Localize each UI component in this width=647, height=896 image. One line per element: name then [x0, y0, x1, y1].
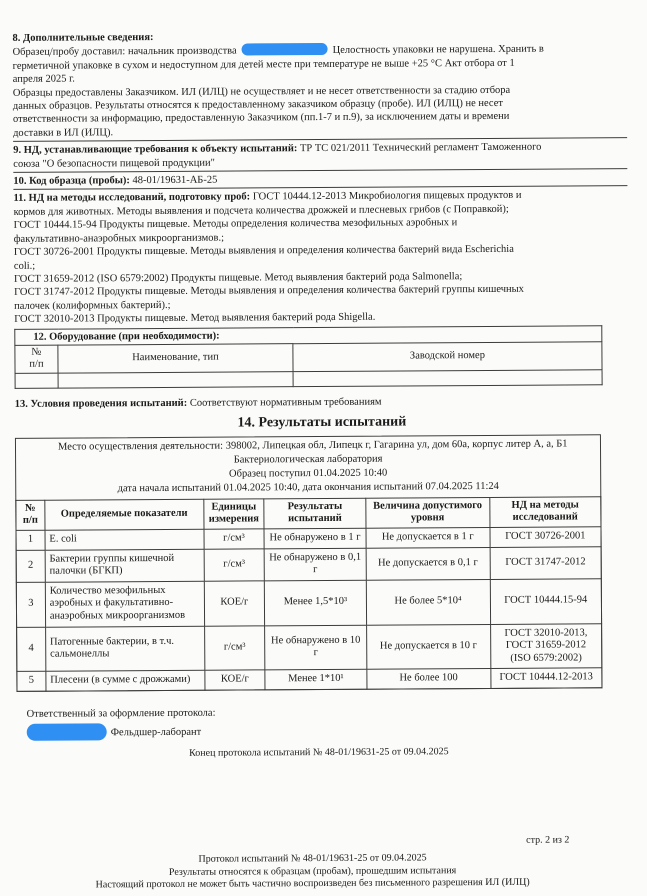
- text-line: Место осуществления деятельности: 398002, Липецкая обл, Липецк г, Гагарина ул, дом 60а, корпус литер А, а, Б1: [57, 438, 568, 453]
- text-line: Образцы предоставлены Заказчиком. ИЛ (ИЛЦ) не осуществляет и не несет ответственности за стадию отбора: [12, 84, 511, 99]
- packaging-integrity-text: Целостность упаковки не нарушена. Хранить в: [332, 44, 544, 57]
- text-line: ответственности за информацию, предоставленную Заказчиком (пп.1-7 и п.9), за исключением даты и времени: [12, 111, 510, 126]
- table-cell: г/см³: [204, 548, 265, 581]
- section-13-label: 13. Условия проведения испытаний:: [14, 397, 188, 410]
- col-number: № п/п: [16, 500, 45, 530]
- table-row: [17, 668, 602, 691]
- text-line: Настоящий протокол не может быть частично воспроизведен без письменного разрешения ИЛ (ИЛЦ): [95, 876, 530, 891]
- empty-cell: [15, 373, 58, 388]
- table-cell: 4: [17, 627, 46, 672]
- table-cell: ГОСТ 30726-2001: [490, 527, 602, 547]
- table-cell: 2: [16, 550, 45, 582]
- table-cell: г/см³: [204, 625, 265, 670]
- table-cell: 5: [17, 671, 46, 691]
- col-units: Единицы измерения: [203, 499, 264, 530]
- results-box: [15, 434, 603, 692]
- table-row: [16, 546, 601, 582]
- table-cell: Бактерии группы кишечной палочки (БГКП): [45, 549, 204, 582]
- text-line: Образец поступил 01.04.2025 10:40: [228, 467, 388, 480]
- table-cell: ГОСТ 10444.15-94: [490, 579, 602, 624]
- section-methods: [13, 189, 628, 327]
- page-footer: [2, 834, 647, 891]
- text-line: Результаты относятся к образцам (пробам), прошедшим испытания: [168, 864, 457, 878]
- table-cell: КОЕ/г: [205, 670, 266, 690]
- table-cell: Не более 100: [367, 669, 491, 689]
- table-cell: Количество мезофильных аэробных и факультативно-анаэробных микроорганизмов: [45, 581, 204, 627]
- results-table-header-row: [16, 497, 601, 531]
- text-line: дата начала испытаний 01.04.2025 10:40, дата окончания испытаний 07.04.2025 11:24: [117, 480, 499, 495]
- table-row: [17, 623, 602, 671]
- results-table: [15, 496, 602, 692]
- section-12-title: 12. Оборудование (при необходимости):: [15, 325, 602, 345]
- text-line: ГОСТ 32010-2013 Продукты пищевые. Метод выявления бактерий рода Shigella.: [14, 311, 376, 326]
- text-line: ГОСТ 10444.15-94 Продукты пищевые. Методы определения количества мезофильных аэробных и: [13, 217, 458, 232]
- table-cell: Не более 5*10⁴: [366, 579, 490, 625]
- redacted-name-block: [242, 43, 328, 56]
- table-cell: 3: [16, 582, 45, 627]
- table-cell: Не обнаружено в 10 г: [265, 625, 367, 670]
- footer-lines: [2, 851, 622, 893]
- table-cell: E. coli: [45, 529, 204, 550]
- redacted-signature-block: [27, 724, 107, 741]
- section-test-conditions: [15, 394, 629, 411]
- table-cell: ГОСТ 10444.12-2013: [490, 668, 602, 688]
- text-line: Протокол испытаний № 48-01/19631-25 от 09.04.2025: [198, 852, 427, 865]
- equipment-col-name: Наименование, тип: [58, 344, 293, 373]
- col-allowed-level: Величина допустимого уровня: [366, 497, 490, 528]
- table-cell: ГОСТ 31747-2012: [490, 546, 602, 579]
- equipment-col-number: № п/п: [15, 345, 58, 373]
- table-cell: ГОСТ 32010-2013, ГОСТ 31659-2012 (ISO 6579:2002): [490, 623, 602, 668]
- results-info: [16, 435, 600, 500]
- text-line: ГОСТ 31747-2012 Продукты пищевые. Методы выявления и определения количества бактерий группы кишечных: [14, 284, 524, 299]
- table-cell: Не допускается в 0,1 г: [366, 547, 490, 580]
- section-9-value: ТР ТС 021/2011 Технический регламент Таможенного: [299, 141, 542, 155]
- section-additional-info: [12, 28, 627, 142]
- table-cell: 1: [16, 530, 45, 550]
- page-number: стр. 2 из 2: [526, 834, 570, 846]
- col-indicators: Определяемые показатели: [45, 499, 204, 530]
- table-cell: Менее 1*10¹: [265, 670, 367, 690]
- signature-row: [27, 720, 631, 741]
- table-cell: КОЕ/г: [204, 581, 265, 626]
- table-cell: Не допускается в 1 г: [366, 527, 490, 547]
- sample-code-value: 48-01/19631-АБ-25: [132, 174, 218, 187]
- section-sample-code: [13, 171, 627, 190]
- section-8-title: 8. Дополнительные сведения:: [12, 32, 154, 44]
- text-line: доставки в ИЛ (ИЛЦ).: [13, 127, 114, 139]
- empty-cell: [58, 372, 293, 388]
- section-10-label: 10. Код образца (пробы):: [13, 175, 130, 187]
- col-method-docs: НД на методы исследований: [489, 497, 601, 528]
- equipment-table: [14, 325, 602, 389]
- text-line: ГОСТ 30726-2001 Продукты пищевые. Методы выявления и определения количества бактерий вида Escherichia: [13, 243, 514, 258]
- section-8-body: [13, 56, 627, 140]
- results-heading: 14. Результаты испытаний: [237, 414, 407, 431]
- table-cell: Плесени (в сумме с дрожжами): [46, 671, 205, 692]
- text-line: coli.;: [13, 260, 36, 272]
- text-line: Бактериологическая лаборатория: [233, 453, 383, 466]
- text-line: данных образцов. Результаты относятся к предоставленному заказчиком образцу (пробе). ИЛ (ИЛЦ) не несет: [12, 97, 503, 112]
- section-11-label: 11. НД на методы исследований, подготовку проб:: [13, 191, 251, 205]
- table-cell: г/см³: [204, 529, 265, 549]
- equipment-col-serial: Заводской номер: [293, 342, 602, 372]
- responsible-label: Ответственный за оформление протокола:: [26, 707, 216, 720]
- text-line: кормов для животных. Методы выявления и подсчета количества дрожжей и плесневых грибов (с Поправкой);: [13, 203, 509, 218]
- section-11-body: [14, 202, 629, 326]
- signature-block: [27, 704, 631, 741]
- section-9-label: 9. НД, устанавливающие требования к объекту испытаний:: [13, 143, 298, 157]
- table-cell: Патогенные бактерии, в т.ч. сальмонеллы: [45, 626, 204, 672]
- section-requirements: [13, 140, 627, 173]
- sample-delivered-by-text: Образец/пробу доставил: начальник производства: [12, 45, 237, 59]
- col-results: Результаты испытаний: [264, 498, 366, 529]
- table-cell: Менее 1,5*10³: [265, 580, 367, 625]
- signer-role: Фельдшер-лаборант: [110, 727, 202, 739]
- text-line: палочек (колиформных бактерий).;: [14, 299, 171, 312]
- section-13-value: Соответствуют нормативным требованиям: [189, 396, 382, 409]
- document-content: [12, 28, 630, 761]
- table-cell: Не обнаружено в 0,1 г: [264, 548, 366, 581]
- empty-cell: [293, 370, 602, 387]
- text-line: апреля 2025 г.: [12, 73, 75, 86]
- section-11-value: ГОСТ 10444.12-2013 Микробиология пищевых продуктов и: [252, 190, 522, 203]
- section-9-line2: союза "О безопасности пищевой продукции": [13, 157, 215, 170]
- equipment-empty-row: [15, 370, 602, 389]
- text-line: герметичной упаковке в сухом и недоступном для детей месте при температуре не выше +25 °C Акт отбора от 1: [12, 57, 515, 72]
- table-row: [16, 579, 601, 627]
- text-line: факультативно-анаэробных микроорганизмов.;: [13, 232, 225, 245]
- equipment-table-header-row: [15, 342, 602, 374]
- text-line: ГОСТ 31659-2012 (ISO 6579:2002) Продукты пищевые. Метод выявления бактерий рода Salmonella;: [13, 271, 463, 285]
- table-cell: Не допускается в 10 г: [366, 624, 490, 670]
- protocol-end-line: Конец протокола испытаний № 48-01/19631-25 от 09.04.2025: [189, 746, 449, 760]
- table-cell: Не обнаружено в 1 г: [264, 528, 366, 548]
